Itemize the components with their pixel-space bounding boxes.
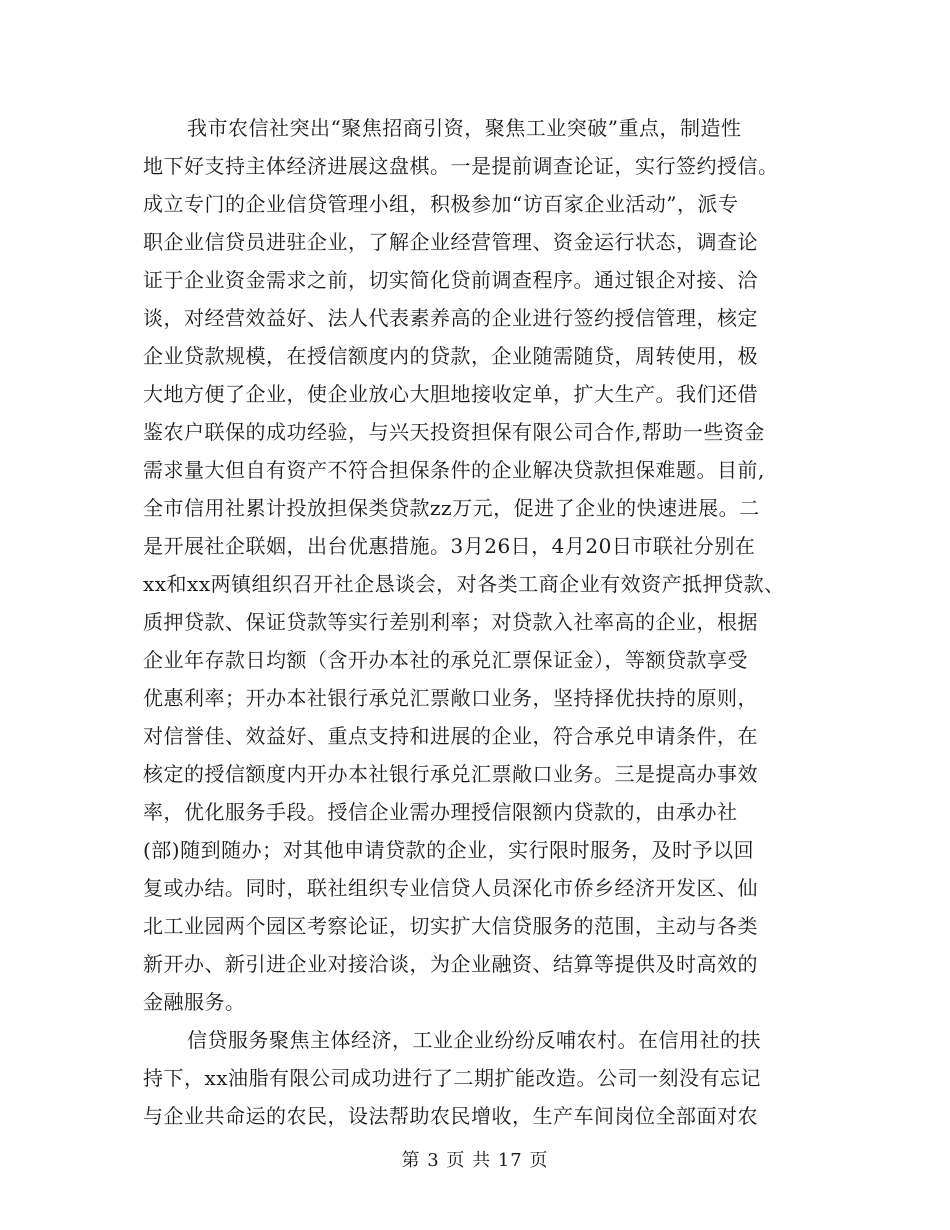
paragraph-line: 新开办、新引进企业对接洽谈，为企业融资、结算等提供及时高效的 <box>143 952 758 976</box>
paragraph-line: xx和xx两镇组织召开社企恳谈会，对各类工商企业有效资产抵押贷款、 <box>143 572 785 596</box>
paragraph-line: 鉴农户联保的成功经验，与兴天投资担保有限公司合作,帮助一些资金 <box>143 420 765 444</box>
paragraph-line: 北工业园两个园区考察论证，切实扩大信贷服务的范围，主动与各类 <box>143 914 758 938</box>
paragraph-line: 复或办结。同时，联社组织专业信贷人员深化市侨乡经济开发区、仙 <box>143 876 758 900</box>
paragraph-line: 地下好支持主体经济进展这盘棋。一是提前调查论证，实行签约授信。 <box>143 154 779 178</box>
paragraph-line: 证于企业资金需求之前，切实简化贷前调查程序。通过银企对接、洽 <box>143 268 758 292</box>
paragraph-line: 需求量大但自有资产不符合担保条件的企业解决贷款担保难题。目前, <box>143 458 765 482</box>
paragraph-line: 全市信用社累计投放担保类贷款zz万元，促进了企业的快速进展。二 <box>143 496 760 520</box>
paragraph-line: 质押贷款、保证贷款等实行差别利率；对贷款入社率高的企业，根据 <box>143 610 758 634</box>
paragraph-line: 大地方便了企业，使企业放心大胆地接收定单，扩大生产。我们还借 <box>143 382 758 406</box>
paragraph-line: 是开展社企联姻，出台优惠措施。3月26日，4月20日市联社分别在 <box>143 534 756 558</box>
paragraph-line: 核定的授信额度内开办本社银行承兑汇票敞口业务。三是提高办事效 <box>143 762 758 786</box>
paragraph-line: 企业贷款规模，在授信额度内的贷款，企业随需随贷，周转使用，极 <box>143 344 758 368</box>
paragraph-line: 金融服务。 <box>143 990 246 1014</box>
paragraph-line: 对信誉佳、效益好、重点支持和进展的企业，符合承兑申请条件，在 <box>143 724 758 748</box>
paragraph-line: 与企业共命运的农民，设法帮助农民增收，生产车间岗位全部面对农 <box>143 1104 758 1128</box>
paragraph-line: 成立专门的企业信贷管理小组，积极参加“访百家企业活动”，派专 <box>143 192 739 216</box>
paragraph-line: 优惠利率；开办本社银行承兑汇票敞口业务，坚持择优扶持的原则， <box>143 686 758 710</box>
paragraph-line: 企业年存款日均额（含开办本社的承兑汇票保证金），等额贷款享受 <box>143 648 748 672</box>
page-number: 第 3 页 共 17 页 <box>401 1150 549 1171</box>
paragraph-line: 持下，xx油脂有限公司成功进行了二期扩能改造。公司一刻没有忘记 <box>143 1066 762 1090</box>
paragraph-line: 谈，对经营效益好、法人代表素养高的企业进行签约授信管理，核定 <box>143 306 758 330</box>
paragraph-line: (部)随到随办；对其他申请贷款的企业，实行限时服务，及时予以回 <box>143 838 755 862</box>
body-text <box>143 109 823 1135</box>
paragraph-line: 我市农信社突出“聚焦招商引资，聚焦工业突破”重点，制造性 <box>187 116 742 140</box>
paragraph-line: 信贷服务聚焦主体经济，工业企业纷纷反哺农村。在信用社的扶 <box>187 1028 761 1052</box>
paragraph-line: 职企业信贷员进驻企业，了解企业经营管理、资金运行状态，调查论 <box>143 230 758 254</box>
paragraph-line: 率，优化服务手段。授信企业需办理授信限额内贷款的，由承办社 <box>143 800 738 824</box>
